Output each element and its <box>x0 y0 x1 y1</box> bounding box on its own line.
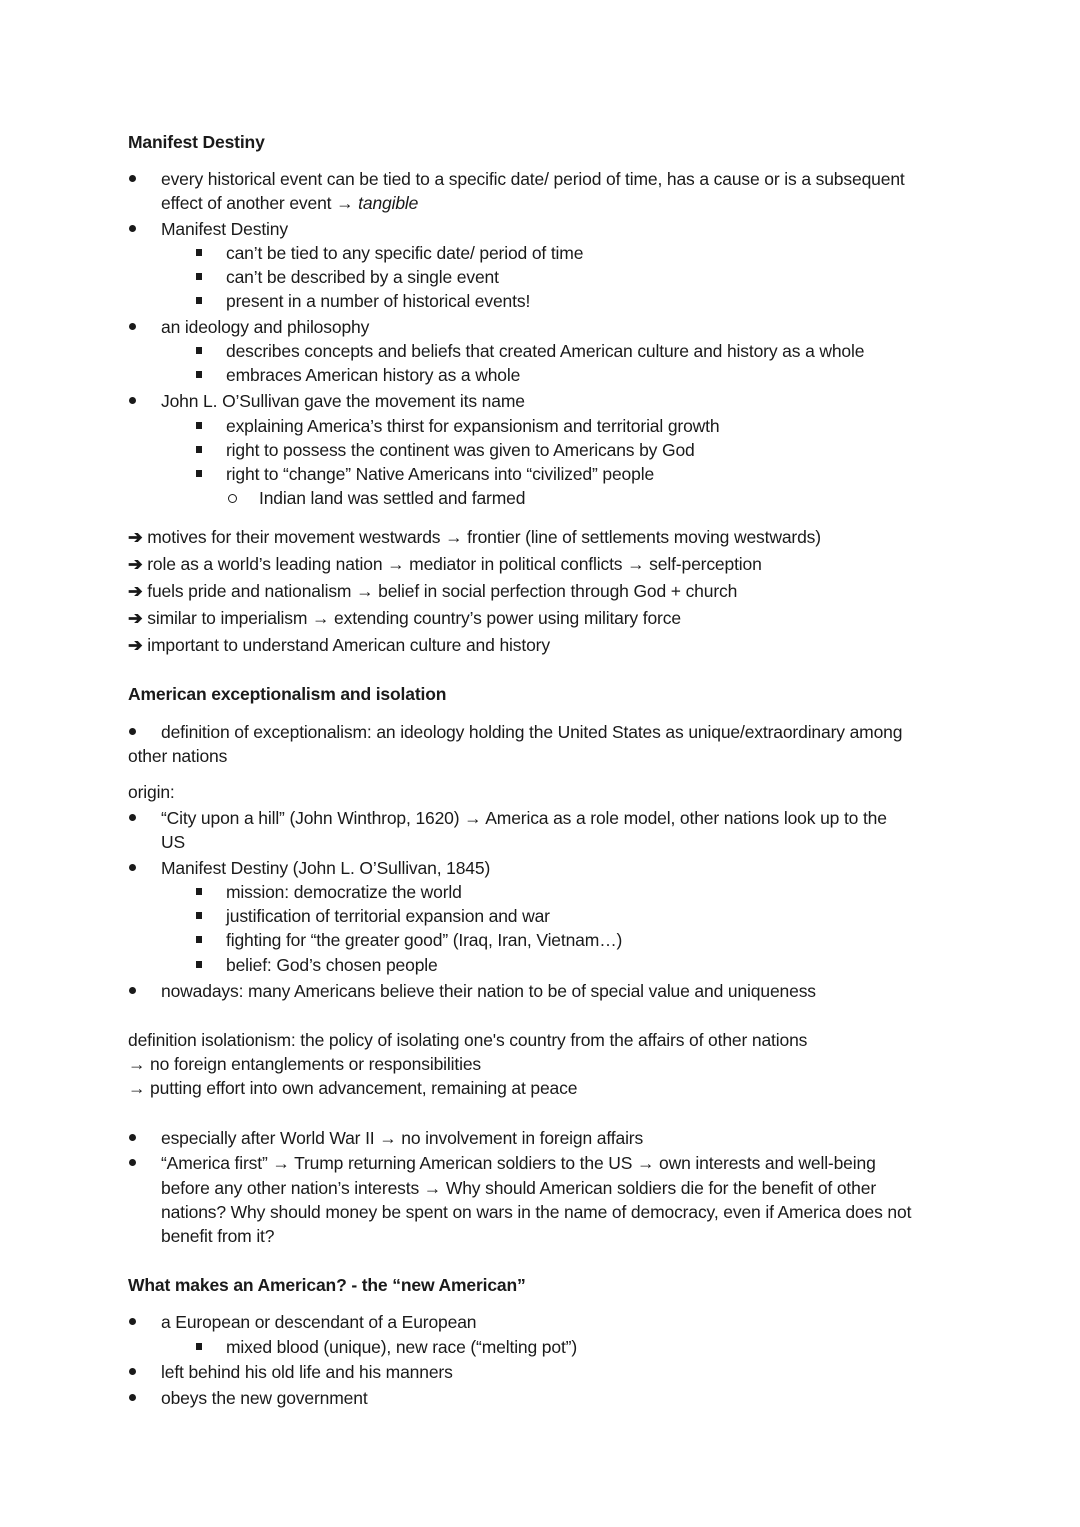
arrow-point <box>128 606 681 630</box>
sub-bullet-text: mixed blood (unique), new race (“melting pot”) <box>226 1337 578 1357</box>
bullet-text: every historical event can be tied to a specific date/ period of time, has a cause or is a subsequent <box>161 169 905 189</box>
bullet-text-continued: benefit from it? <box>161 1226 275 1246</box>
sub-bullet-text: can’t be tied to any specific date/ period of time <box>226 243 584 263</box>
sub-bullet-text: describes concepts and beliefs that created American culture and history as a whole <box>226 341 865 361</box>
sub-bullet-text: embraces American history as a whole <box>226 365 521 385</box>
bullet-text: nowadays: many Americans believe their nation to be of special value and uniqueness <box>161 981 816 1001</box>
square-bullet-icon <box>196 297 202 304</box>
arrow-point <box>128 552 762 576</box>
arrow-icon: ➔ <box>128 554 148 574</box>
arrow-point-text: similar to imperialism → extending country’s power using military force <box>147 608 681 628</box>
square-bullet-icon <box>196 888 202 895</box>
bullet-icon <box>129 987 136 994</box>
bullet-icon <box>129 1394 136 1401</box>
bullet-icon <box>129 1368 136 1375</box>
arrow-point-text: important to understand American culture and history <box>147 635 550 655</box>
italic-term: tangible <box>358 193 419 213</box>
arrow-point <box>128 579 737 603</box>
bullet-text: “City upon a hill” (John Winthrop, 1620) → America as a role model, other nations look up to the <box>161 808 887 828</box>
square-bullet-icon <box>196 1343 202 1350</box>
sub-bullet-text: present in a number of historical events! <box>226 291 531 311</box>
origin-label: origin: <box>128 782 175 802</box>
bullet-text-continued: nations? Why should money be spent on wars in the name of democracy, even if America does not <box>161 1202 912 1222</box>
bullet-icon <box>129 1134 136 1141</box>
square-bullet-icon <box>196 446 202 453</box>
square-bullet-icon <box>196 470 202 477</box>
bullet-text: “America first” → Trump returning American soldiers to the US → own interests and well-being <box>161 1153 876 1173</box>
bullet-text: an ideology and philosophy <box>161 317 370 337</box>
definition-text-continued: other nations <box>128 746 228 766</box>
bullet-icon <box>129 1318 136 1325</box>
bullet-icon <box>129 1159 136 1166</box>
square-bullet-icon <box>196 912 202 919</box>
square-bullet-icon <box>196 273 202 280</box>
arrow-icon: ➔ <box>128 608 148 628</box>
square-bullet-icon <box>196 347 202 354</box>
bullet-icon <box>129 814 136 821</box>
arrow-point <box>128 633 550 657</box>
sub-bullet-text: belief: God’s chosen people <box>226 955 438 975</box>
bullet-text: Manifest Destiny <box>161 219 288 239</box>
square-bullet-icon <box>196 422 202 429</box>
arrow-point-text: fuels pride and nationalism → belief in social perfection through God + church <box>147 581 738 601</box>
square-bullet-icon <box>196 961 202 968</box>
bullet-icon <box>129 175 136 182</box>
circle-bullet-icon <box>228 494 237 503</box>
sub-bullet-text: can’t be described by a single event <box>226 267 499 287</box>
heading-exceptionalism: American exceptionalism and isolation <box>128 684 447 704</box>
bullet-text-continued: US <box>161 832 186 852</box>
bullet-text: John L. O’Sullivan gave the movement its name <box>161 391 525 411</box>
square-bullet-icon <box>196 249 202 256</box>
arrow-point-text: role as a world’s leading nation → mediator in political conflicts → self-perception <box>147 554 762 574</box>
isolationism-arrow-point: → putting effort into own advancement, remaining at peace <box>128 1078 578 1098</box>
sub-bullet-text: fighting for “the greater good” (Iraq, Iran, Vietnam…) <box>226 930 623 950</box>
bullet-icon <box>129 397 136 404</box>
square-bullet-icon <box>196 371 202 378</box>
arrow-icon: ➔ <box>128 581 148 601</box>
sub-bullet-text: explaining America’s thirst for expansionism and territorial growth <box>226 416 720 436</box>
isolationism-definition: definition isolationism: the policy of isolating one's country from the affairs of other nations <box>128 1030 808 1050</box>
bullet-text-continued <box>161 191 418 215</box>
sub-bullet-text: right to possess the continent was given to Americans by God <box>226 440 695 460</box>
heading-manifest-destiny: Manifest Destiny <box>128 132 265 152</box>
square-bullet-icon <box>196 936 202 943</box>
bullet-icon <box>129 225 136 232</box>
bullet-text: Manifest Destiny (John L. O’Sullivan, 1845) <box>161 858 491 878</box>
isolationism-arrow-point: → no foreign entanglements or responsibilities <box>128 1054 482 1074</box>
arrow-icon: ➔ <box>128 635 148 655</box>
sub-bullet-text: justification of territorial expansion and war <box>226 906 550 926</box>
arrow-point-text: motives for their movement westwards → frontier (line of settlements moving westwards) <box>147 527 821 547</box>
bullet-icon <box>129 323 136 330</box>
bullet-text: especially after World War II → no involvement in foreign affairs <box>161 1128 644 1148</box>
arrow-point <box>128 525 821 549</box>
bullet-text: left behind his old life and his manners <box>161 1362 453 1382</box>
bullet-text-continued: before any other nation’s interests → Why should American soldiers die for the benefit of other <box>161 1178 876 1198</box>
bullet-icon <box>129 864 136 871</box>
heading-new-american: What makes an American? - the “new American” <box>128 1275 526 1295</box>
arrow-icon: ➔ <box>128 527 148 547</box>
sub-bullet-text: right to “change” Native Americans into “civilized” people <box>226 464 655 484</box>
bullet-text: obeys the new government <box>161 1388 368 1408</box>
bullet-text: effect of another event → <box>161 193 359 213</box>
definition-text: definition of exceptionalism: an ideology holding the United States as unique/extraordinary among <box>161 722 903 742</box>
sub-sub-bullet-text: Indian land was settled and farmed <box>259 488 526 508</box>
bullet-text: a European or descendant of a European <box>161 1312 477 1332</box>
sub-bullet-text: mission: democratize the world <box>226 882 462 902</box>
bullet-icon <box>129 728 136 735</box>
